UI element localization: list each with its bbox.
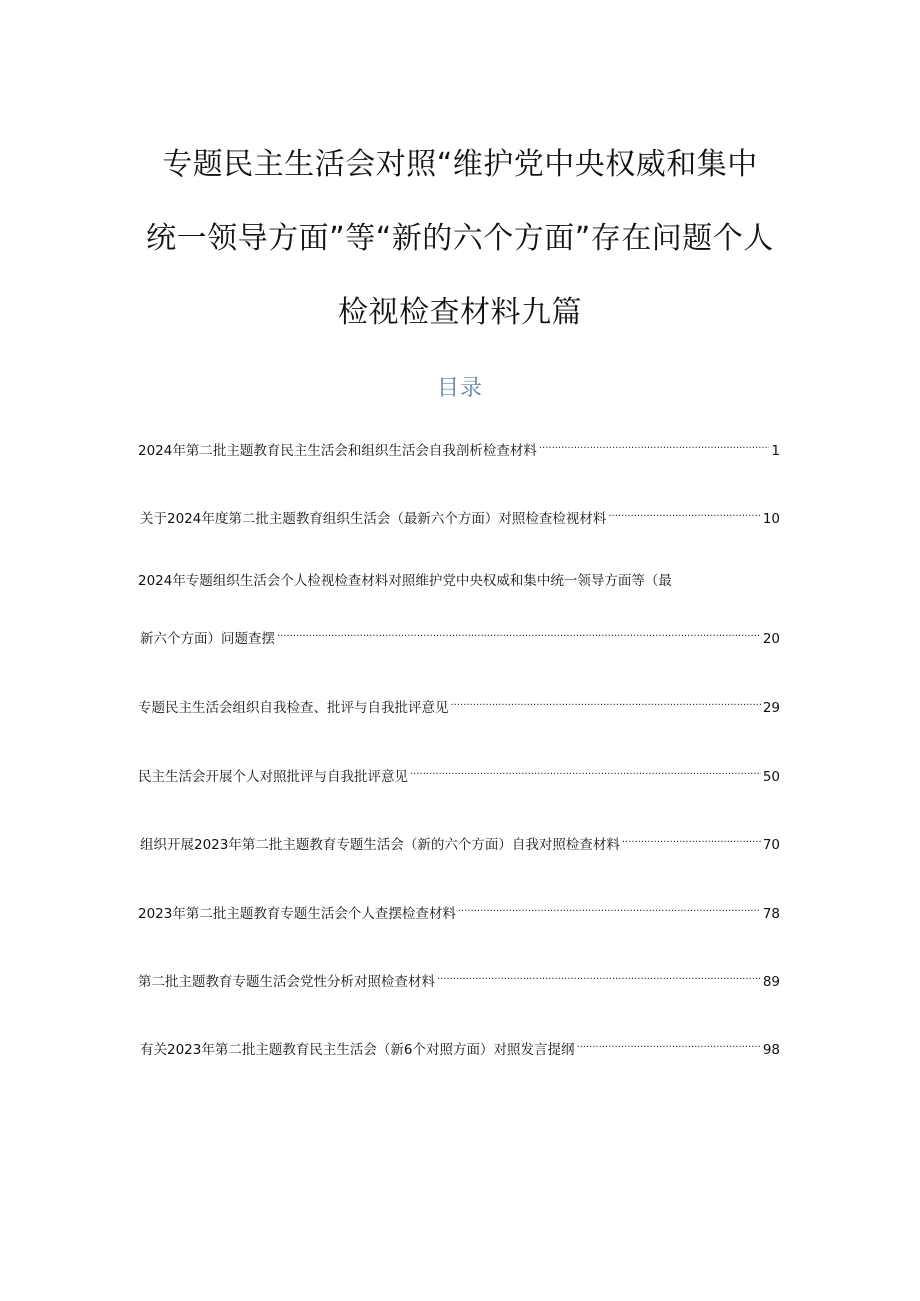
toc-entry-9[interactable]	[140, 1032, 780, 1058]
toc-dot-leader	[622, 827, 761, 849]
toc-page-number: 70	[762, 837, 780, 853]
toc-dot-leader	[410, 759, 761, 781]
toc-entry-text: 组织开展2023年第二批主题教育专题生活会（新的六个方面）自我对照检查材料	[140, 837, 620, 853]
toc-dot-leader	[539, 433, 770, 455]
toc-entry-8[interactable]	[138, 964, 780, 990]
toc-entry-text: 第二批主题教育专题生活会党性分析对照检查材料	[138, 974, 435, 990]
title-line-2: 统一领导方面”等“新的六个方面”存在问题个人	[146, 221, 774, 256]
toc-entry-text: 专题民主生活会组织自我检查、批评与自我批评意见	[138, 700, 449, 716]
toc-entry-text: 2023年第二批主题教育专题生活会个人查摆检查材料	[138, 906, 456, 922]
toc-dot-leader	[451, 690, 761, 712]
toc-page-number: 10	[762, 511, 780, 527]
toc-dot-leader	[437, 964, 761, 986]
toc-page-number: 98	[762, 1042, 780, 1058]
toc-entry-6[interactable]	[140, 827, 780, 853]
toc-page-number: 89	[762, 974, 780, 990]
toc-heading: 目录	[436, 376, 483, 401]
toc-dot-leader	[458, 896, 761, 918]
toc-dot-leader	[277, 621, 761, 643]
toc-page-number: 29	[762, 700, 780, 716]
toc-page-number: 1	[771, 443, 780, 459]
toc-dot-leader	[576, 1032, 760, 1054]
title-line-3: 检视检查材料九篇	[338, 295, 582, 330]
toc-page-number: 50	[762, 769, 780, 785]
toc-entry-text: 关于2024年度第二批主题教育组织生活会（最新六个方面）对照检查检视材料	[140, 511, 607, 527]
toc-entry-2[interactable]	[140, 501, 780, 527]
toc-entry-text: 新六个方面）问题查摆	[140, 631, 275, 647]
toc-entry-7[interactable]	[138, 896, 780, 922]
toc-entry-1[interactable]	[138, 433, 780, 459]
toc-entry-text: 有关2023年第二批主题教育民主生活会（新6个对照方面）对照发言提纲	[140, 1042, 575, 1058]
toc-entry-4[interactable]	[138, 690, 780, 716]
toc-page-number: 20	[762, 631, 780, 647]
toc-entry-3[interactable]	[140, 621, 780, 647]
title-line-1: 专题民主生活会对照“维护党中央权威和集中	[162, 147, 758, 182]
toc-entry-5[interactable]	[138, 759, 780, 785]
toc-entry-3-line-1[interactable]: 2024年专题组织生活会个人检视检查材料对照维护党中央权威和集中统一领导方面等（最	[138, 573, 672, 589]
toc-entry-text: 2024年第二批主题教育民主生活会和组织生活会自我剖析检查材料	[138, 443, 537, 459]
toc-dot-leader	[608, 501, 760, 523]
toc-entry-text: 民主生活会开展个人对照批评与自我批评意见	[138, 769, 408, 785]
toc-page-number: 78	[762, 906, 780, 922]
